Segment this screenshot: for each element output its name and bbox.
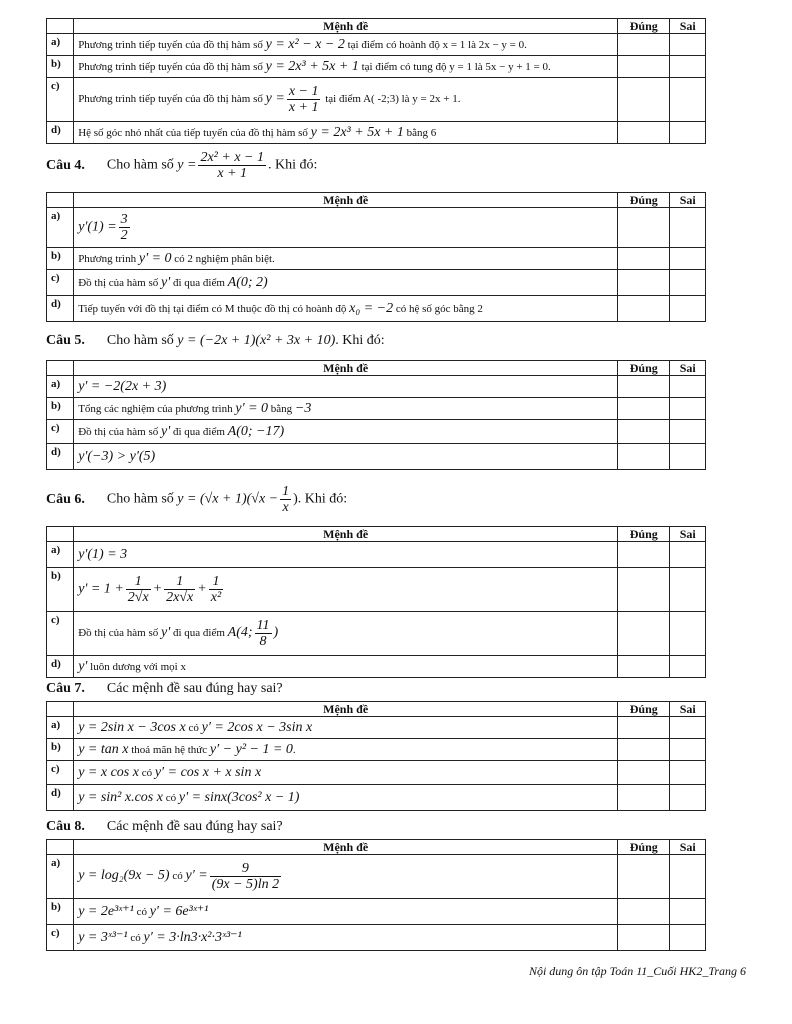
- header-menh-de: Mệnh đề: [74, 193, 618, 208]
- table-row: [47, 376, 706, 398]
- header-menh-de: Mệnh đề: [74, 19, 618, 34]
- fraction: $\frac{3}{2}$: [120, 212, 128, 243]
- answer-true-cell[interactable]: [618, 270, 670, 296]
- answer-false-cell[interactable]: [670, 899, 706, 925]
- answer-false-cell[interactable]: [670, 208, 706, 248]
- answer-true-cell[interactable]: [618, 248, 670, 270]
- page-footer: Nội dung ôn tập Toán 11_Cuối HK2_Trang 6: [528, 964, 746, 978]
- answer-false-cell[interactable]: [670, 56, 706, 78]
- answer-false-cell[interactable]: [670, 122, 706, 144]
- statement: y'(1) = $\frac{3}{2}$: [74, 208, 618, 248]
- fraction: $\frac{1}{2√x}$: [127, 574, 149, 605]
- answer-false-cell[interactable]: [670, 739, 706, 761]
- table-row: [47, 717, 706, 739]
- header-menh-de: Mệnh đề: [74, 840, 618, 855]
- answer-false-cell[interactable]: [670, 656, 706, 678]
- statement: Đồ thị của hàm số y' đi qua điểm A(4; $\frac{11}{8}$ ): [74, 612, 618, 656]
- answer-true-cell[interactable]: [618, 925, 670, 951]
- q3-table: [46, 18, 706, 144]
- header-menh-de: Mệnh đề: [74, 702, 618, 717]
- row-label: c): [47, 925, 74, 951]
- statement: Tiếp tuyến với đồ thị tại điểm có M thuộc đồ thị có hoành độ x₀ = −2 có hệ số góc bằng 2: [74, 296, 618, 322]
- table-row: [47, 398, 706, 420]
- answer-false-cell[interactable]: [670, 376, 706, 398]
- header-dung: Đúng: [618, 19, 670, 34]
- row-label: c): [47, 78, 74, 122]
- table-row: [47, 925, 706, 951]
- question-8-heading: Câu 8. Các mệnh đề sau đúng hay sai?: [46, 819, 283, 834]
- row-label: a): [47, 376, 74, 398]
- statement: y = sin² x.cos x có y' = sinx(3cos² x − 1): [74, 785, 618, 811]
- statement: Đồ thị của hàm số y' đi qua điểm A(0; 2): [74, 270, 618, 296]
- answer-true-cell[interactable]: [618, 761, 670, 785]
- q5-table: [46, 360, 706, 470]
- row-label: a): [47, 34, 74, 56]
- table-row: [47, 656, 706, 678]
- row-label: b): [47, 568, 74, 612]
- answer-true-cell[interactable]: [618, 656, 670, 678]
- statement: y'(−3) > y'(5): [74, 444, 618, 470]
- statement: Phương trình tiếp tuyến của đồ thị hàm số y = 2x³ + 5x + 1 tại điểm có tung độ y = 1 là 5x − y + 1 = 0.: [74, 56, 618, 78]
- q6-table: [46, 526, 706, 678]
- answer-true-cell[interactable]: [618, 785, 670, 811]
- row-label: c): [47, 612, 74, 656]
- statement: y = 3ˣ³⁻¹ có y′ = 3·ln3·x²·3ˣ³⁻¹: [74, 925, 618, 951]
- row-label: d): [47, 444, 74, 470]
- table-row: [47, 739, 706, 761]
- q7-table: [46, 701, 706, 811]
- statement: y = 2e³ˣ⁺¹ có y′ = 6e³ˣ⁺¹: [74, 899, 618, 925]
- header-dung: Đúng: [618, 840, 670, 855]
- header-dung: Đúng: [618, 361, 670, 376]
- answer-true-cell[interactable]: [618, 78, 670, 122]
- statement: y = tan x thoả mãn hệ thức y′ − y² − 1 = 0.: [74, 739, 618, 761]
- answer-false-cell[interactable]: [670, 34, 706, 56]
- table-row: [47, 34, 706, 56]
- answer-true-cell[interactable]: [618, 122, 670, 144]
- answer-true-cell[interactable]: [618, 208, 670, 248]
- answer-true-cell[interactable]: [618, 717, 670, 739]
- answer-true-cell[interactable]: [618, 739, 670, 761]
- row-label: b): [47, 248, 74, 270]
- answer-false-cell[interactable]: [670, 296, 706, 322]
- answer-true-cell[interactable]: [618, 542, 670, 568]
- answer-false-cell[interactable]: [670, 612, 706, 656]
- table-row: [47, 612, 706, 656]
- answer-true-cell[interactable]: [618, 420, 670, 444]
- statement: y'(1) = 3: [74, 542, 618, 568]
- header-dung: Đúng: [618, 702, 670, 717]
- answer-false-cell[interactable]: [670, 761, 706, 785]
- answer-true-cell[interactable]: [618, 568, 670, 612]
- fraction: $\frac{9}{(9x - 5)\ln 2}$: [211, 861, 280, 892]
- row-label: a): [47, 542, 74, 568]
- table-row: [47, 270, 706, 296]
- row-label: b): [47, 398, 74, 420]
- row-label: d): [47, 656, 74, 678]
- table-row: [47, 761, 706, 785]
- row-label: b): [47, 56, 74, 78]
- question-6-heading: Câu 6. Cho hàm số y = (√x + 1)(√x − $\frac{1}{x}$ ). Khi đó:: [46, 484, 348, 515]
- table-row: [47, 248, 706, 270]
- answer-true-cell[interactable]: [618, 612, 670, 656]
- answer-true-cell[interactable]: [618, 899, 670, 925]
- answer-true-cell[interactable]: [618, 398, 670, 420]
- table-row: [47, 78, 706, 122]
- statement: Tổng các nghiệm của phương trình y' = 0 bằng −3: [74, 398, 618, 420]
- fraction: $\frac{\text{2x² + x − 1}}{x + 1}$: [200, 150, 264, 181]
- header-sai: Sai: [670, 193, 706, 208]
- statement: y' = −2(2x + 3): [74, 376, 618, 398]
- header-sai: Sai: [670, 361, 706, 376]
- header-sai: Sai: [670, 840, 706, 855]
- statement: Hệ số góc nhỏ nhất của tiếp tuyến của đồ thị hàm số y = 2x³ + 5x + 1 bằng 6: [74, 122, 618, 144]
- statement: Phương trình tiếp tuyến của đồ thị hàm số y = $\frac{x - 1}{x + 1}$ tại điểm A( -2;3) là y = 2x + 1.: [74, 78, 618, 122]
- answer-true-cell[interactable]: [618, 296, 670, 322]
- q8-table: [46, 839, 706, 951]
- table-row: [47, 122, 706, 144]
- answer-false-cell[interactable]: [670, 270, 706, 296]
- statement: Đồ thị của hàm số y' đi qua điểm A(0; −17): [74, 420, 618, 444]
- header-sai: Sai: [670, 19, 706, 34]
- table-row: [47, 56, 706, 78]
- fraction: $\frac{1}{2x√x}$: [166, 574, 194, 605]
- table-row: [47, 296, 706, 322]
- statement: Phương trình y' = 0 có 2 nghiệm phân biệt.: [74, 248, 618, 270]
- table-row: [47, 444, 706, 470]
- statement: y' = 1 + $\frac{1}{2√x}$ + $\frac{1}{2x√x}$ + $\frac{1}{\text{x²}}$: [74, 568, 618, 612]
- row-label: a): [47, 855, 74, 899]
- header-dung: Đúng: [618, 527, 670, 542]
- row-label: a): [47, 717, 74, 739]
- row-label: c): [47, 761, 74, 785]
- fraction: $\frac{1}{\text{x²}}$: [210, 574, 222, 605]
- answer-false-cell[interactable]: [670, 248, 706, 270]
- answer-false-cell[interactable]: [670, 785, 706, 811]
- fraction: $\frac{x - 1}{x + 1}$: [288, 84, 319, 115]
- question-4-heading: Câu 4. Cho hàm số y = $\frac{\text{2x² + x − 1}}{x + 1}$ . Khi đó:: [46, 150, 318, 181]
- answer-false-cell[interactable]: [670, 542, 706, 568]
- answer-false-cell[interactable]: [670, 444, 706, 470]
- table-row: [47, 542, 706, 568]
- answer-false-cell[interactable]: [670, 78, 706, 122]
- header-sai: Sai: [670, 527, 706, 542]
- answer-true-cell[interactable]: [618, 444, 670, 470]
- header-dung: Đúng: [618, 193, 670, 208]
- row-label: b): [47, 899, 74, 925]
- fraction: $\frac{1}{x}$: [282, 484, 290, 515]
- answer-true-cell[interactable]: [618, 56, 670, 78]
- question-5-heading: Câu 5. Cho hàm số y = (−2x + 1)(x² + 3x + 10). Khi đó:: [46, 333, 385, 348]
- statement: y' luôn dương với mọi x: [74, 656, 618, 678]
- table-row: [47, 420, 706, 444]
- statement: Phương trình tiếp tuyến của đồ thị hàm số y = x² − x − 2 tại điểm có hoành độ x = 1 là 2x − y = 0.: [74, 34, 618, 56]
- answer-false-cell[interactable]: [670, 568, 706, 612]
- row-label: c): [47, 420, 74, 444]
- question-7-heading: Câu 7. Các mệnh đề sau đúng hay sai?: [46, 681, 283, 696]
- answer-false-cell[interactable]: [670, 398, 706, 420]
- answer-false-cell[interactable]: [670, 925, 706, 951]
- header-menh-de: Mệnh đề: [74, 527, 618, 542]
- answer-true-cell[interactable]: [618, 855, 670, 899]
- answer-false-cell[interactable]: [670, 420, 706, 444]
- answer-true-cell[interactable]: [618, 376, 670, 398]
- row-label: d): [47, 785, 74, 811]
- table-row: [47, 568, 706, 612]
- answer-false-cell[interactable]: [670, 717, 706, 739]
- row-label: d): [47, 296, 74, 322]
- statement: y = 2sin x − 3cos x có y′ = 2cos x − 3sin x: [74, 717, 618, 739]
- header-menh-de: Mệnh đề: [74, 361, 618, 376]
- fraction: $\frac{11}{8}$: [256, 618, 270, 649]
- statement: y = log₂(9x − 5) có y′ = $\frac{9}{(9x - 5)\ln 2}$: [74, 855, 618, 899]
- row-label: a): [47, 208, 74, 248]
- table-row: [47, 785, 706, 811]
- row-label: d): [47, 122, 74, 144]
- row-label: b): [47, 739, 74, 761]
- table-row: [47, 855, 706, 899]
- header-sai: Sai: [670, 702, 706, 717]
- q4-table: [46, 192, 706, 322]
- statement: y = x cos x có y′ = cos x + x sin x: [74, 761, 618, 785]
- table-row: [47, 208, 706, 248]
- row-label: c): [47, 270, 74, 296]
- table-row: [47, 899, 706, 925]
- answer-true-cell[interactable]: [618, 34, 670, 56]
- answer-false-cell[interactable]: [670, 855, 706, 899]
